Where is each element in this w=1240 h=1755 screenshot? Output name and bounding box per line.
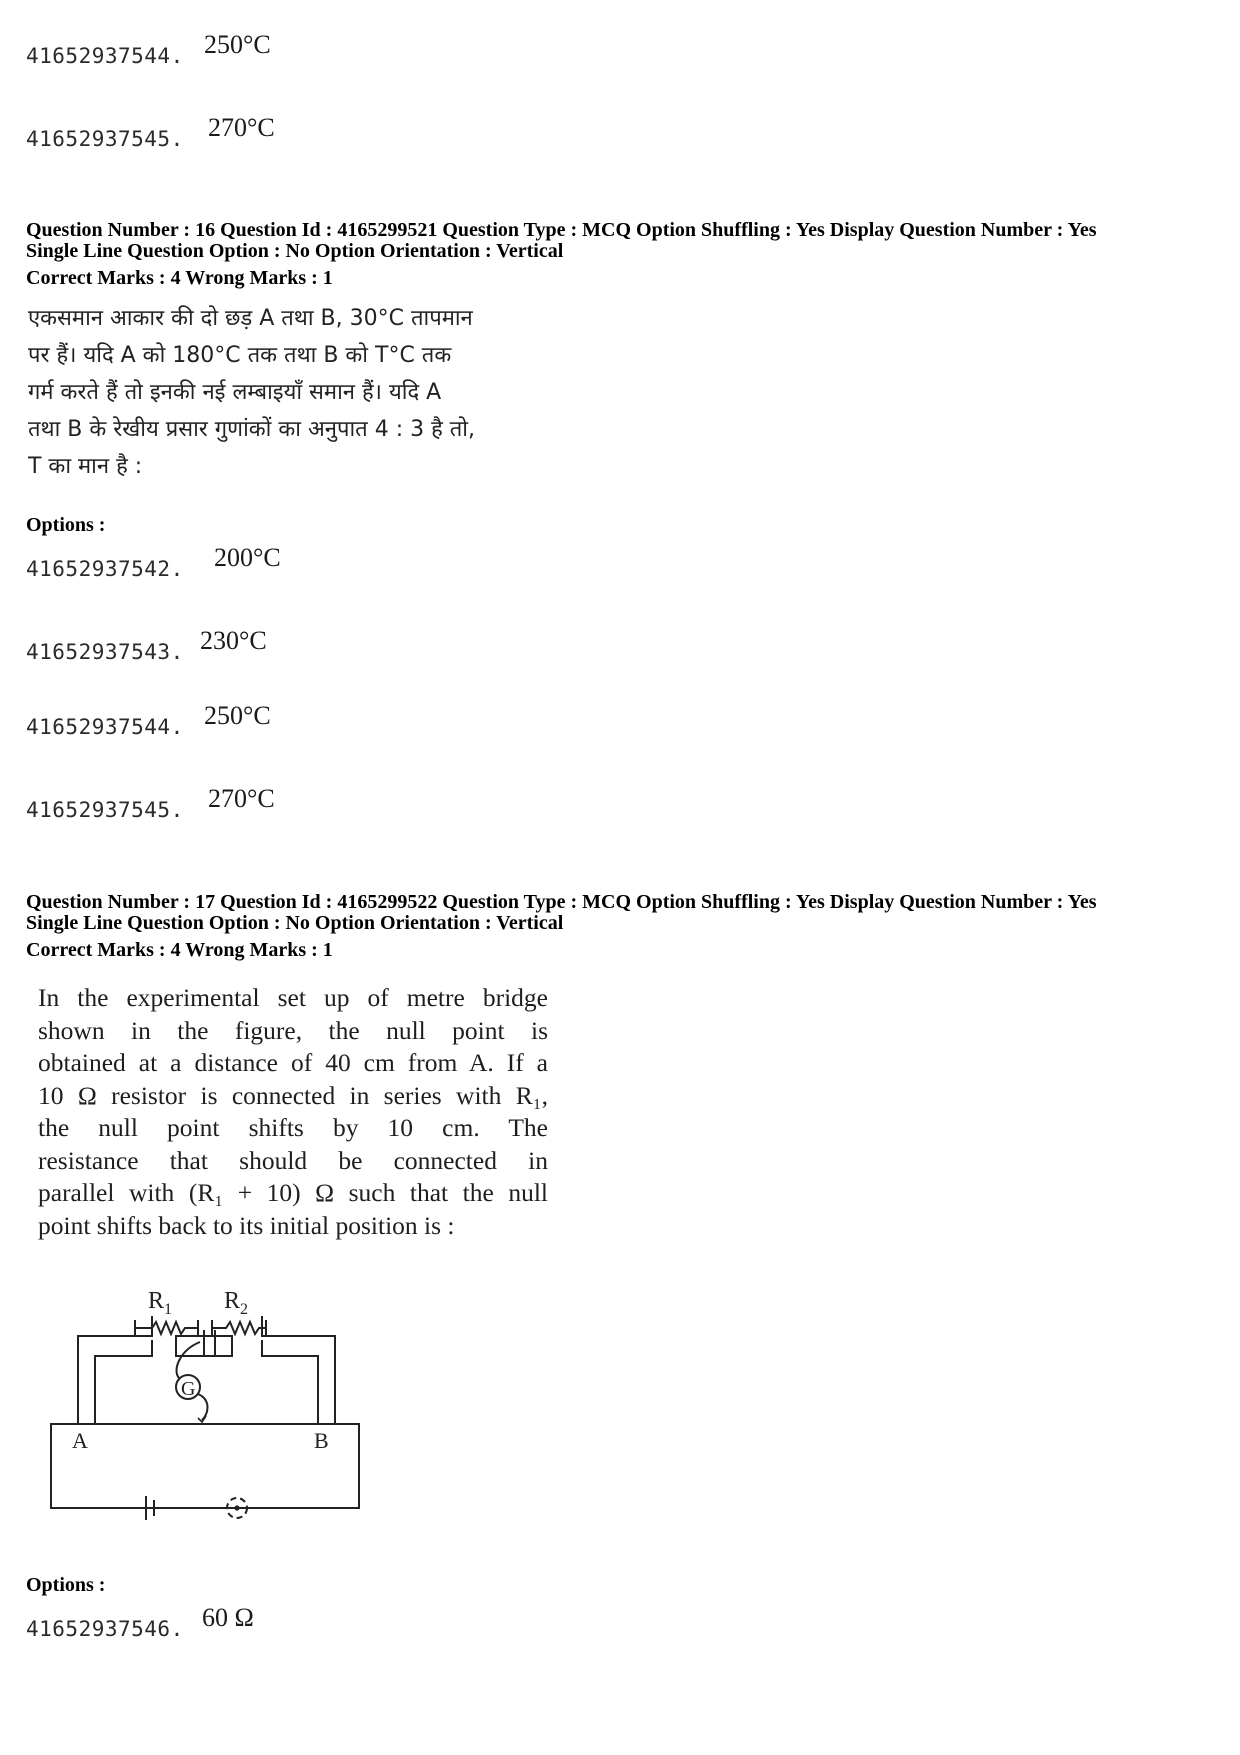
end-a-label: A [72,1428,88,1453]
r2-label: $R_2$ [224,1288,249,1318]
question-meta-line2: Single Line Question Option : No Option Orientation : Vertical [26,240,564,262]
option-value: 230°C [200,626,267,655]
question-text-line: parallel with (R₁ + 10) Ω such that the null [38,1178,548,1207]
option-value: 200°C [214,543,281,572]
question-text-line: तथा B के रेखीय प्रसार गुणांकों का अनुपात 4 : 3 है तो, [28,417,475,442]
question-text-line: एकसमान आकार की दो छड़ A तथा B, 30°C तापमान [28,306,473,331]
question-meta-line2: Single Line Question Option : No Option Orientation : Vertical [26,912,564,934]
question-text-line: T का मान है : [28,454,143,479]
option-id: 41652937544. [26,715,184,739]
question-marks: Correct Marks : 4 Wrong Marks : 1 [26,939,333,961]
question-text-line: shown in the figure, the null point is [38,1015,548,1045]
bridge-board [51,1424,359,1508]
right-strip [262,1316,335,1424]
question-text-line: obtained at a distance of 40 cm from A. If a [38,1048,548,1077]
option-id: 41652937546. [26,1617,184,1641]
question-text [38,982,548,1242]
question-text-line: पर हैं। यदि A को 180°C तक तथा B को T°C तक [28,343,452,368]
question-text-line: गर्म करते हैं तो इनकी नई लम्बाइयाँ समान हैं। यदि A [28,380,442,405]
question-text-line: In the experimental set up of metre bridge [38,983,548,1012]
option-value: 250°C [204,701,271,730]
question-text-line: point shifts back to its initial position is : [38,1210,455,1240]
r1-label: $R_1$ [148,1288,173,1318]
option-value: 250°C [204,30,271,59]
metre-bridge-figure [40,1270,410,1540]
r2-resistor [212,1322,266,1334]
option-value: 270°C [208,784,275,813]
option-value: 60 Ω [202,1603,254,1632]
end-b-label: B [314,1428,329,1453]
question-text-line: the null point shifts by 10 cm. The [38,1113,548,1142]
question-meta: Question Number : 17 Question Id : 4165299522 Question Type : MCQ Option Shuffling : Yes Display Question Number : Yes [26,891,1097,913]
question-text-line: resistance that should be connected in [38,1145,548,1175]
option-id: 41652937545. [26,127,184,151]
question-text [28,300,548,485]
option-value: 270°C [208,113,275,142]
question-text-line: 10 Ω resistor is connected in series with R₁, [38,1080,548,1110]
option-id: 41652937544. [26,44,184,68]
options-label: Options : [26,514,106,536]
options-label: Options : [26,1574,106,1596]
option-id: 41652937542. [26,557,184,581]
option-id: 41652937545. [26,798,184,822]
option-id: 41652937543. [26,640,184,664]
galvanometer-label: G [181,1378,196,1400]
r1-resistor [135,1322,198,1334]
question-meta: Question Number : 16 Question Id : 4165299521 Question Type : MCQ Option Shuffling : Yes Display Question Number : Yes [26,219,1097,241]
left-strip [78,1316,152,1424]
question-marks: Correct Marks : 4 Wrong Marks : 1 [26,267,333,289]
